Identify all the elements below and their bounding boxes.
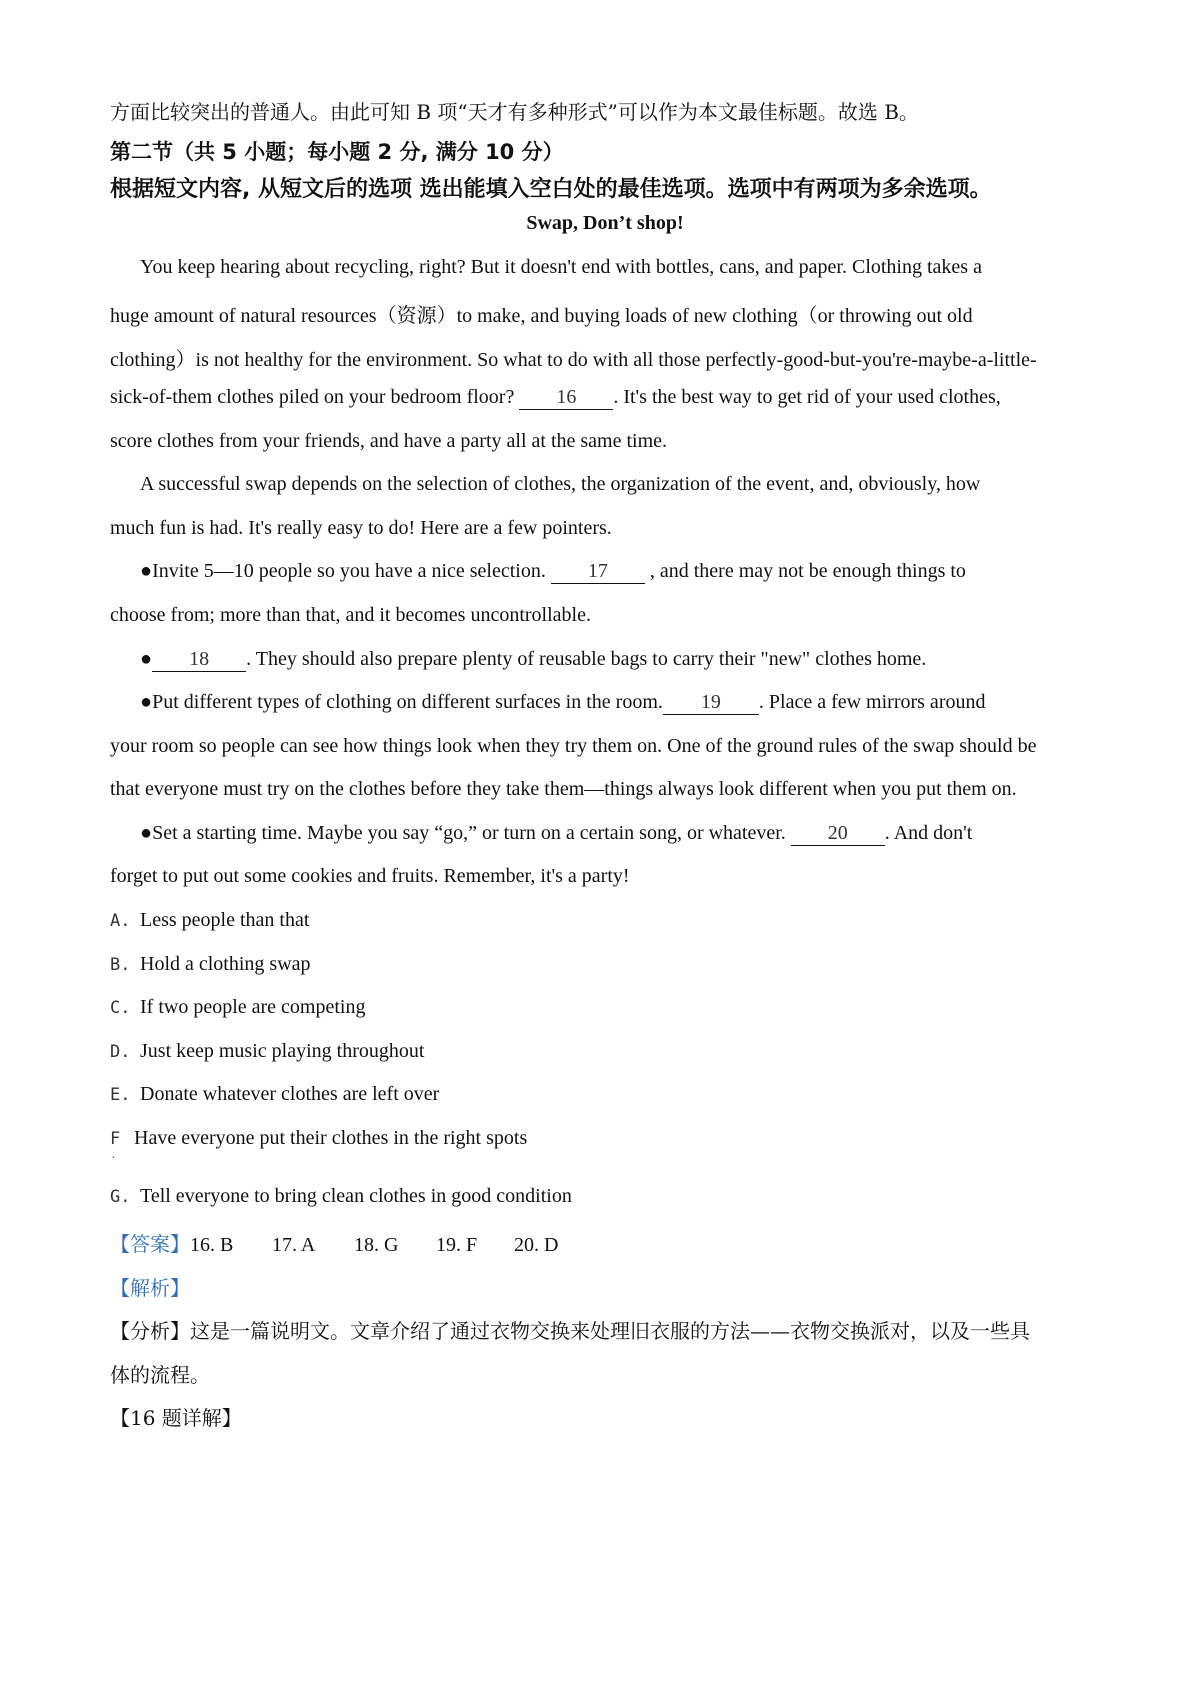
answer-item: 17. A (272, 1234, 316, 1256)
analysis-line: 【分析】这是一篇说明文。文章介绍了通过衣物交换来处理旧衣服的方法——衣物交换派对，以及一些具 (110, 1319, 1030, 1343)
option-letter: B. (110, 955, 131, 975)
analysis-label: 【解析】 (110, 1276, 190, 1300)
text-segment: . Place a few mirrors around (758, 691, 986, 713)
bullet-icon: ● (140, 648, 153, 670)
option-a (110, 909, 309, 932)
passage-line: A successful swap depends on the selection of clothes, the organization of the event, and, obviously, how (140, 473, 981, 495)
passage-line (110, 386, 1001, 410)
answer-item: 19. F (436, 1234, 478, 1256)
answer-item: 16. B (190, 1234, 234, 1256)
passage-line: choose from; more than that, and it becomes uncontrollable. (110, 604, 591, 626)
blank-17: 17 (551, 560, 645, 584)
answer-item: 20. D (514, 1234, 559, 1256)
bullet-line (140, 691, 985, 715)
option-letter: G. (110, 1187, 131, 1207)
text-segment: . And don't (884, 822, 973, 844)
option-text: Donate whatever clothes are left over (140, 1083, 440, 1105)
text-segment: ●Invite 5—10 people so you have a nice selection. (140, 560, 546, 582)
passage-line: You keep hearing about recycling, right? But it doesn't end with bottles, cans, and paper. Clothing takes a (140, 256, 982, 278)
option-text: Just keep music playing throughout (140, 1040, 425, 1062)
option-text: Have everyone put their clothes in the right spots (134, 1127, 528, 1149)
analysis-line: 体的流程。 (110, 1363, 210, 1387)
option-b (110, 953, 311, 976)
option-text: Tell everyone to bring clean clothes in good condition (140, 1185, 572, 1207)
passage-line: forget to put out some cookies and fruits. Remember, it's a party! (110, 865, 630, 887)
blank-16: 16 (519, 386, 613, 410)
passage-line: that everyone must try on the clothes before they take them—things always look different when you put them on. (110, 778, 1017, 800)
passage-line: score clothes from your friends, and have a party all at the same time. (110, 430, 668, 452)
passage-line: huge amount of natural resources（资源）to make, and buying loads of new clothing（or throwing out old (110, 305, 973, 327)
bullet-line (140, 560, 966, 584)
instruction: 根据短文内容, 从短文后的选项 选出能填入空白处的最佳选项。选项中有两项为多余选项。 (110, 177, 992, 202)
option-text: If two people are competing (140, 996, 366, 1018)
passage-line: clothing）is not healthy for the environment. So what to do with all those perfectly-good-but-you're-maybe-a-little- (110, 349, 1037, 371)
answer-label: 【答案】 (110, 1232, 190, 1256)
option-letter: A. (110, 911, 131, 931)
option-letter: F (110, 1129, 121, 1149)
answer-line (110, 1228, 558, 1257)
previous-answer-tail: 方面比较突出的普通人。由此可知 B 项“天才有多种形式”可以作为本文最佳标题。故选 B。 (110, 100, 919, 124)
option-g (110, 1185, 572, 1208)
option-letter: E. (110, 1085, 131, 1105)
passage-title: Swap, Don’t shop! (526, 212, 684, 234)
bullet-line (140, 648, 926, 672)
section-heading: 第二节（共 5 小题；每小题 2 分, 满分 10 分） (110, 140, 564, 164)
text-segment: , and there may not be enough things to (649, 560, 966, 582)
blank-19: 19 (663, 691, 759, 715)
option-c (110, 996, 365, 1019)
passage-line: your room so people can see how things look when they try them on. One of the ground rules of the swap should be (110, 735, 1037, 757)
option-d (110, 1040, 424, 1063)
text-segment: sick-of-them clothes piled on your bedroom floor? (110, 386, 515, 408)
text-segment: ●Set a starting time. Maybe you say “go,” or turn on a certain song, or whatever. (140, 822, 786, 844)
blank-18: 18 (152, 648, 246, 672)
option-e (110, 1083, 439, 1106)
bullet-line (140, 822, 972, 846)
option-text: Less people than that (140, 909, 310, 931)
stray-dot: · (111, 1151, 116, 1166)
text-segment: . They should also prepare plenty of reusable bags to carry their "new" clothes home. (246, 648, 927, 670)
answer-item: 18. G (354, 1234, 399, 1256)
text-segment: ●Put different types of clothing on different surfaces in the room. (140, 691, 663, 713)
option-text: Hold a clothing swap (140, 953, 311, 975)
text-segment: . It's the best way to get rid of your used clothes, (613, 386, 1001, 408)
passage-line: much fun is had. It's really easy to do! Here are a few pointers. (110, 517, 612, 539)
q16-heading: 【16 题详解】 (110, 1406, 242, 1430)
option-letter: D. (110, 1042, 131, 1062)
blank-20: 20 (791, 822, 885, 846)
option-f (110, 1127, 527, 1150)
option-letter: C. (110, 998, 131, 1018)
